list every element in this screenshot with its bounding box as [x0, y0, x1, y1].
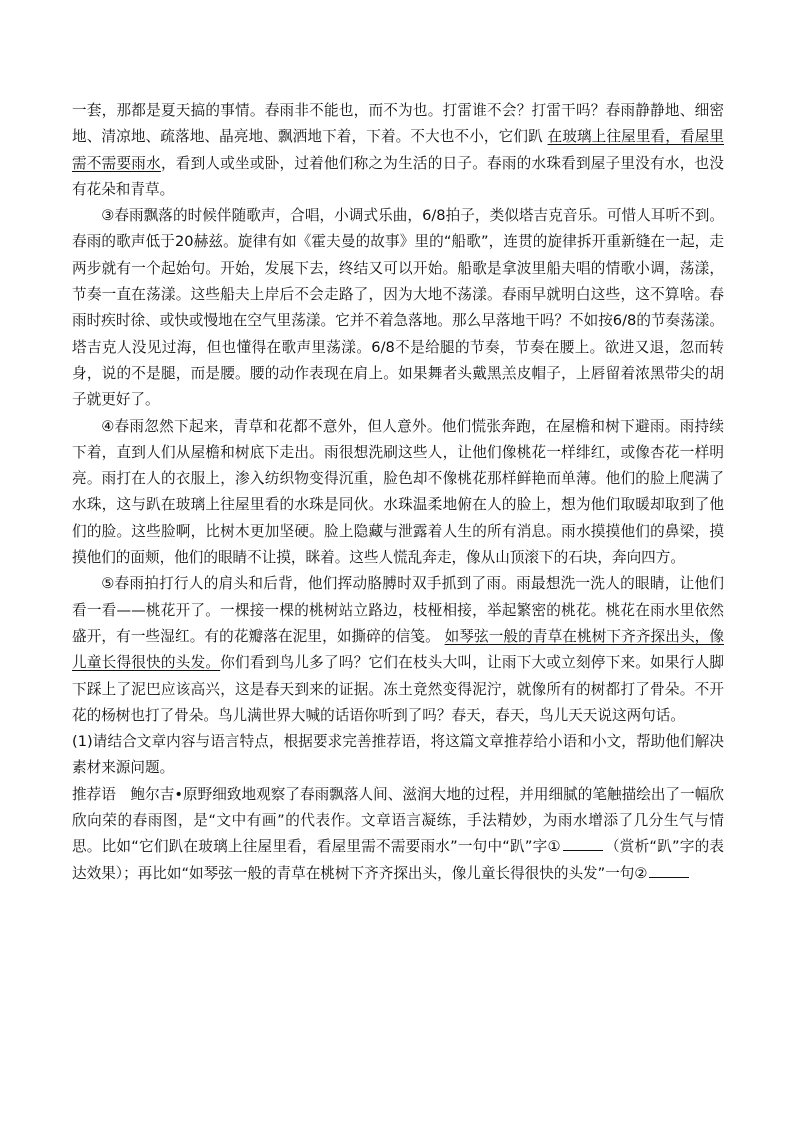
recommendation-paragraph — [72, 782, 724, 887]
text-run: （赏析“趴”字的表达效果）；再比如“如琴弦一般的青草在桃树下齐齐探出头，像儿童长得很快的头发”一句② — [72, 838, 725, 882]
text-run: 鲍尔吉•原野细致地观察了春雨飘落人间、滋润大地的过程，并用细腻的笔触描绘出了一幅欣欣向荣的春雨图，是“文中有画”的代表作。文章语言凝练，手法精妙，为雨水增添了几分生气与情思。比如“它们趴在玻璃上往屋里看，看屋里需不需要雨水”一句中“趴”字① — [72, 785, 724, 856]
paragraph-4: ④春雨忽然下起来，青草和花都不意外，但人意外。他们慌张奔跑，在屋檐和树下避雨。雨持续下着，直到人们从屋檐和树底下走出。雨很想洗刷这些人，让他们像桃花一样绯红，或像杏花一样明亮。雨打在人的衣服上，渗入纺织物变得沉重，脸色却不像桃花那样鲜艳而单薄。他们的脸上爬满了水珠，这与趴在玻璃上往屋里看的水珠是同伙。水珠温柔地俯在人的脸上，想为他们取暖却取到了他们的脸。这些脸啊，比树木更加坚硬。脸上隐藏与泄露着人生的所有消息。雨水摸摸他们的鼻梁，摸摸他们的面颊，他们的眼睛不让摸，眯着。这些人慌乱奔走，像从山顶滚下的石块，奔向四方。 — [72, 417, 724, 567]
underlined-sentence: 如琴弦一般的青草在桃树下齐齐探出头，像儿童长得很快的头发。 — [72, 627, 724, 672]
paragraph-continued — [72, 98, 724, 203]
question-1: (1)请结合文章内容与语言特点，根据要求完善推荐语，将这篇文章推荐给小语和小文，帮助他们解决素材来源问题。 — [72, 733, 724, 777]
article-body — [72, 98, 724, 887]
text-run: 一套，那都是夏天搞的事情。春雨非不能也，而不为也。打雷谁不会？打雷干吗？春雨静静地、细密地、清凉地、疏落地、晶亮地、飘洒地下着，下着。不大也不小， — [72, 102, 724, 146]
underlined-sentence: 在玻璃上往屋里看，看屋里需不需要雨水 — [72, 128, 724, 172]
recommendation-label: 推荐语 — [72, 785, 116, 803]
text-run: ⑤春雨拍打行人的肩头和后背，他们挥动胳膊时双手抓到了雨。雨最想洗一洗人的眼睛，让他们看一看——桃花开了。一棵接一棵的桃树站立路边，枝桠相接，举起繁密的桃花。桃花在雨水里依然盛开，有一些湿红。有的花瓣落在泥里，如撕碎的信笺。 — [72, 575, 724, 645]
text-run: ，看到人或坐或卧，过着他们称之为生活的日子。春雨的水珠看到屋子里没有水，也没有花朵和青草。 — [72, 154, 724, 198]
text-run: 它们趴 — [498, 128, 543, 146]
paragraph-5 — [72, 571, 724, 729]
answer-blank-2[interactable] — [649, 863, 689, 878]
paragraph-3: ③春雨飘落的时候伴随歌声，合唱，小调式乐曲，6/8拍子，类似塔吉克音乐。可惜人耳听不到。春雨的歌声低于20赫兹。旋律有如《霍夫曼的故事》里的“船歌”，连贯的旋律拆开重新缝在一起，走两步就有一个起始句。开始，发展下去，终结又可以开始。船歌是拿波里船夫唱的情歌小调，荡漾，节奏一直在荡漾。这些船夫上岸后不会走路了，因为大地不荡漾。春雨早就明白这些，这不算啥。春雨时疾时徐、或快或慢地在空气里荡漾。它并不着急落地。那么早落地干吗？不如按6/8的节奏荡漾。塔吉克人没见过海，但也懂得在歌声里荡漾。6/8不是给腿的节奏，节奏在腰上。欲进又退，忽而转身，说的不是腿，而是腰。腰的动作表现在肩上。如果舞者头戴黑羔皮帽子，上唇留着浓黑带尖的胡子就更好了。 — [72, 207, 724, 409]
answer-blank-1[interactable] — [563, 836, 603, 851]
text-run: 你们看到鸟儿多了吗？它们在枝头大叫，让雨下大或立刻停下来。如果行人脚下踩上了泥巴应该高兴，这是春天到来的证据。冻土竟然变得泥泞，就像所有的树都打了骨朵。不开花的杨树也打了骨朵。鸟儿满世界大喊的话语你听到了吗？春天，春天，鸟儿天天说这两句话。 — [72, 654, 724, 724]
